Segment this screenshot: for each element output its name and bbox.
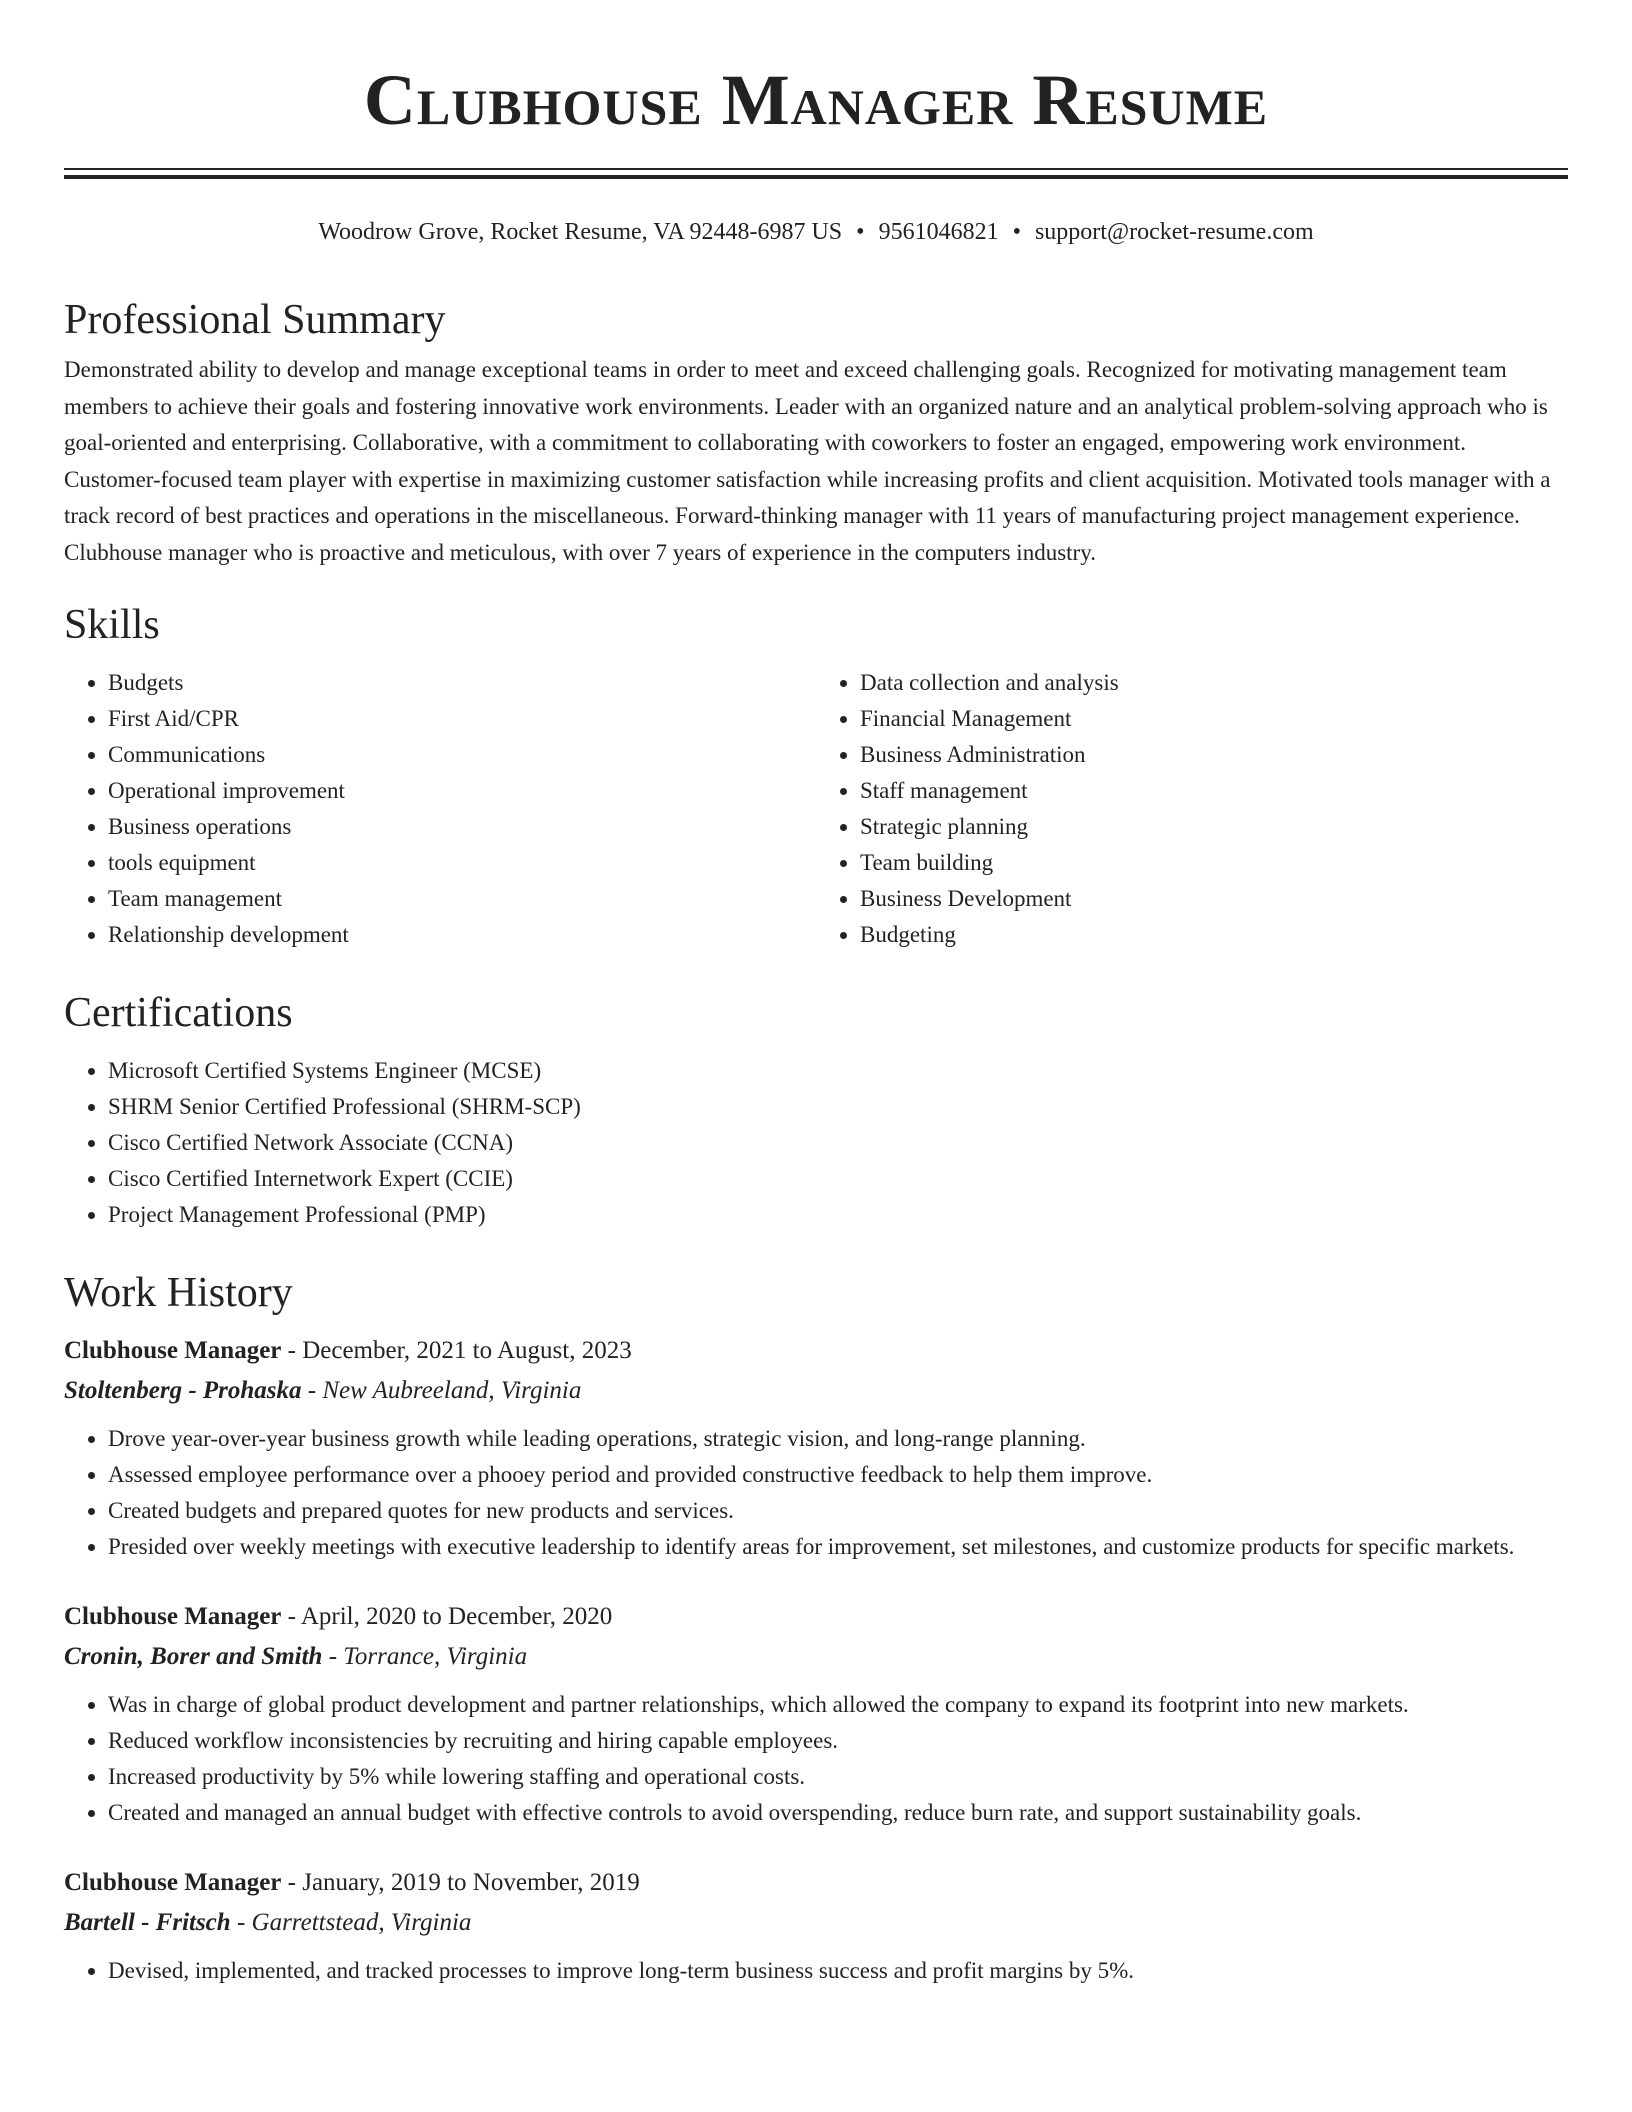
job-bullets <box>64 1687 1568 1831</box>
work-history-section <box>64 1261 1568 1989</box>
contact-line <box>64 214 1568 250</box>
job-location: New Aubreeland, Virginia <box>322 1377 582 1404</box>
work-history-heading: Work History <box>64 1270 293 1316</box>
skill-item: • Business operations <box>108 809 816 845</box>
job-company-line: Cronin, Borer and Smith - Torrance, Virginia <box>64 1643 528 1670</box>
job-bullet: • Drove year-over-year business growth while leading operations, strategic vision, and long-range planning. <box>108 1421 1568 1457</box>
certification-item: • Cisco Certified Network Associate (CCNA) <box>108 1125 1568 1161</box>
certifications-section <box>64 981 1568 1233</box>
job-bullets <box>64 1953 1568 1989</box>
certification-item: • Project Management Professional (PMP) <box>108 1197 1568 1233</box>
job-company: Bartell - Fritsch <box>64 1909 231 1936</box>
skill-item: • Business Administration <box>860 737 1568 773</box>
job-bullet: • Reduced workflow inconsistencies by recruiting and hiring capable employees. <box>108 1723 1568 1759</box>
summary-heading: Professional Summary <box>64 297 446 343</box>
skill-item: • Staff management <box>860 773 1568 809</box>
skills-heading: Skills <box>64 602 160 648</box>
header-rule-thick <box>64 175 1568 179</box>
certification-item: • SHRM Senior Certified Professional (SHRM-SCP) <box>108 1089 1568 1125</box>
job-dates: December, 2021 to August, 2023 <box>302 1337 632 1364</box>
certifications-list <box>64 1053 1568 1233</box>
skills-columns <box>64 657 1568 953</box>
contact-email: support@rocket-resume.com <box>1034 219 1314 245</box>
skill-item: • Operational improvement <box>108 773 816 809</box>
job-dates: April, 2020 to December, 2020 <box>300 1603 613 1630</box>
contact-address: Woodrow Grove, Rocket Resume, VA 92448-6987 US <box>318 219 843 245</box>
contact-separator: • <box>856 219 865 245</box>
job-company: Stoltenberg - Prohaska <box>64 1377 302 1404</box>
job-title-line: Clubhouse Manager - January, 2019 to November, 2019 <box>64 1869 640 1896</box>
certification-item: • Microsoft Certified Systems Engineer (MCSE) <box>108 1053 1568 1089</box>
job-title-line: Clubhouse Manager - April, 2020 to December, 2020 <box>64 1603 613 1630</box>
page-title: Clubhouse Manager Resume <box>363 60 1269 140</box>
job-bullet: • Devised, implemented, and tracked processes to improve long-term business success and profit margins by 5%. <box>108 1953 1568 1989</box>
skill-item: • First Aid/CPR <box>108 701 816 737</box>
job-company-line: Bartell - Fritsch - Garrettstead, Virginia <box>64 1909 472 1936</box>
job-bullet: • Created budgets and prepared quotes for new products and services. <box>108 1493 1568 1529</box>
skills-list-left <box>64 665 816 953</box>
skill-item: • Team building <box>860 845 1568 881</box>
certifications-heading: Certifications <box>64 990 293 1036</box>
header-rule-thin <box>64 168 1568 170</box>
job-bullet: • Was in charge of global product development and partner relationships, which allowed the company to expand its footprint into new markets. <box>108 1687 1568 1723</box>
job-bullet: • Created and managed an annual budget with effective controls to avoid overspending, reduce burn rate, and support sustainability goals. <box>108 1795 1568 1831</box>
skill-item: • Relationship development <box>108 917 816 953</box>
skill-item: • Financial Management <box>860 701 1568 737</box>
job-title-line: Clubhouse Manager - December, 2021 to August, 2023 <box>64 1337 632 1364</box>
job-entry <box>64 1331 1568 1565</box>
summary-section <box>64 288 1568 571</box>
job-bullet: • Presided over weekly meetings with executive leadership to identify areas for improvement, set milestones, and customize products for specific markets. <box>108 1529 1568 1565</box>
job-title: Clubhouse Manager <box>64 1869 282 1896</box>
skills-list-right <box>816 665 1568 953</box>
skill-item: • Budgeting <box>860 917 1568 953</box>
skill-item: • tools equipment <box>108 845 816 881</box>
summary-text: Demonstrated ability to develop and manage exceptional teams in order to meet and exceed challenging goals. Recognized for motivating management team members to achieve their goals and fostering innovative work environments. Leader with an organized nature and an analytical problem-solving approach who is goal-oriented and enterprising. Collaborative, with a commitment to collaborating with coworkers to foster an engaged, empowering work environment. Customer-focused team player with expertise in maximizing customer satisfaction while increasing profits and client acquisition. Motivated tools manager with a track record of best practices and operations in the miscellaneous. Forward-thinking manager with 11 years of manufacturing project management experience. Clubhouse manager who is proactive and meticulous, with over 7 years of experience in the computers industry. <box>64 357 1551 565</box>
job-company: Cronin, Borer and Smith <box>64 1643 323 1670</box>
job-location: Garrettstead, Virginia <box>251 1909 472 1936</box>
job-dates: January, 2019 to November, 2019 <box>302 1869 640 1896</box>
contact-separator: • <box>1012 219 1021 245</box>
skill-item: • Team management <box>108 881 816 917</box>
skill-item: • Communications <box>108 737 816 773</box>
job-entry <box>64 1597 1568 1831</box>
job-bullets <box>64 1421 1568 1565</box>
job-title: Clubhouse Manager <box>64 1603 282 1630</box>
job-company-line: Stoltenberg - Prohaska - New Aubreeland, Virginia <box>64 1377 582 1404</box>
job-location: Torrance, Virginia <box>343 1643 528 1670</box>
contact-phone: 9561046821 <box>878 219 999 245</box>
job-entry <box>64 1863 1568 1989</box>
job-bullet: • Assessed employee performance over a phooey period and provided constructive feedback to help them improve. <box>108 1457 1568 1493</box>
job-title: Clubhouse Manager <box>64 1337 282 1364</box>
skill-item: • Business Development <box>860 881 1568 917</box>
skills-section <box>64 593 1568 953</box>
resume-content <box>64 288 1568 1989</box>
skill-item: • Strategic planning <box>860 809 1568 845</box>
skill-item: • Budgets <box>108 665 816 701</box>
certification-item: • Cisco Certified Internetwork Expert (CCIE) <box>108 1161 1568 1197</box>
job-bullet: • Increased productivity by 5% while lowering staffing and operational costs. <box>108 1759 1568 1795</box>
skill-item: • Data collection and analysis <box>860 665 1568 701</box>
